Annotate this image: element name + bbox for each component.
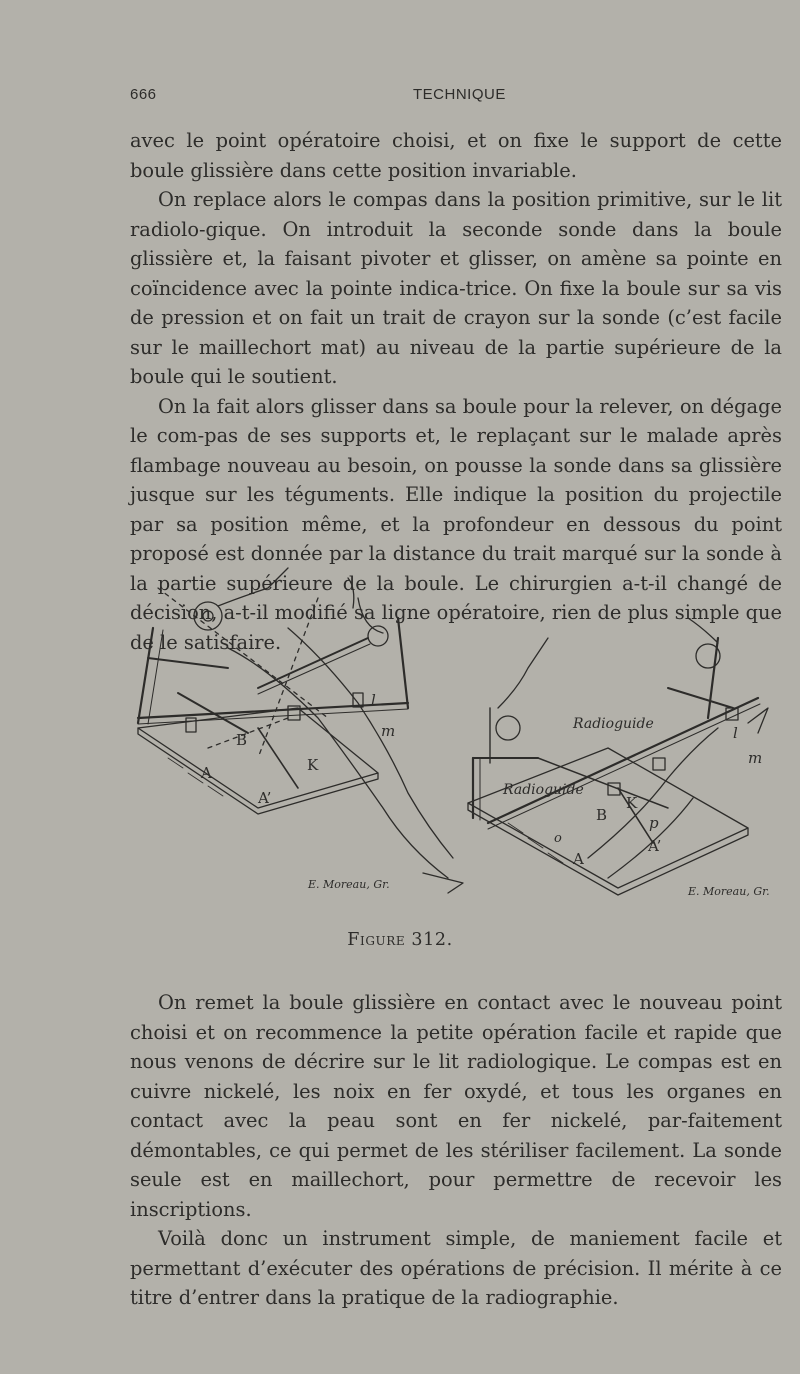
label-A-left: A — [201, 764, 212, 782]
running-head — [130, 86, 780, 110]
cord-left — [498, 638, 548, 708]
section-title: TECHNIQUE — [413, 86, 506, 103]
label-l-left: l — [371, 691, 376, 709]
paragraph: On la fait alors glisser dans sa boule pour la relever, on dégage le com-pas de ses supports et, le replaçant sur le malade après flambage nouveau au besoin, on pousse la sonde dans sa glissière jusque sur les téguments. Elle indique la position du projectile par sa position même, et la profondeur en dessous du point proposé est donnée par la distance du trait marqué sur la sonde à la partie supérieure de la boule. Le chirurgien a-t-il changé de décision, a-t-il modifié sa ligne opératoire, rien de plus simple que de le satisfaire. — [130, 394, 782, 654]
clamp — [186, 718, 196, 732]
label-m-right: m — [748, 749, 763, 767]
page-number: 666 — [130, 86, 157, 103]
paragraph: On remet la boule glissière en contact avec le nouveau point choisi et on recommence la petite opération facile et rapide que nous venons de décrire sur le lit radiologique. Le compas est en cuivre nickelé, les noix en fer oxydé, et tous les organes en contact avec la peau sont en fer nickelé, par-faitement démontables, ce qui permet de les stériliser facilement. La sonde seule est en maillechort, pour permettre de recevoir les inscriptions. — [130, 991, 782, 1221]
engraver-signature-right: E. Moreau, Gr. — [688, 885, 770, 898]
label-B-left: B — [236, 731, 248, 749]
right-upright — [398, 618, 408, 708]
left-drawing — [138, 568, 463, 893]
pivot-ball-left — [496, 716, 520, 740]
label-radioguide-upper: Radioguide — [573, 716, 654, 732]
label-o-right: o — [554, 831, 562, 846]
pivot-ball-right — [368, 626, 388, 646]
figure-illustration — [108, 558, 780, 910]
label-p-right: p — [649, 814, 659, 832]
paragraph: On replace alors le compas dans la position primitive, sur le lit radiolo-gique. On introduit la seconde sonde dans la boule glissière et, la faisant pivoter et glisser, on amène sa pointe en coïncidence avec la pointe indica-trice. On fixe la boule sur sa vis de pression et on fait un trait de crayon sur la sonde (c’est facile sur le maillechort mat) au niveau de la partie supérieure de la boule qui le soutient. — [130, 188, 782, 388]
right-drawing — [468, 618, 768, 895]
probe — [258, 728, 298, 788]
paragraph: Voilà donc un instrument simple, de maniement facile et permettant d’exécuter des opérations de précision. Il mérite à ce titre d’entrer dans la pratique de la radiographie. — [130, 1227, 782, 1309]
paragraph: avec le point opératoire choisi, et on fixe le support de cette boule glissière dans cette position invariable. — [130, 129, 782, 182]
label-radioguide-lower: Radioguide — [503, 782, 584, 798]
table-surface — [468, 748, 748, 888]
limb-tip — [423, 873, 463, 893]
figure-caption-text: Figure 312. — [347, 930, 453, 950]
label-K-right: K — [626, 794, 638, 812]
cord-left — [218, 568, 288, 606]
engraver-signature-left: E. Moreau, Gr. — [308, 878, 390, 891]
limb-outline — [228, 648, 448, 878]
label-l-right: l — [733, 724, 738, 742]
label-K-left: K — [307, 756, 319, 774]
text-block-bottom — [130, 988, 782, 1313]
right-upright — [708, 638, 718, 718]
label-B-right: B — [596, 806, 608, 824]
label-A-right: A — [573, 850, 584, 868]
figure-caption — [0, 930, 800, 950]
label-A-prime-left: A’ — [258, 789, 272, 807]
compass-arm — [138, 703, 408, 718]
figure-312 — [108, 558, 780, 910]
label-A-prime-right: A’ — [648, 837, 662, 855]
projection-line — [158, 588, 328, 718]
label-m-left: m — [381, 722, 396, 740]
